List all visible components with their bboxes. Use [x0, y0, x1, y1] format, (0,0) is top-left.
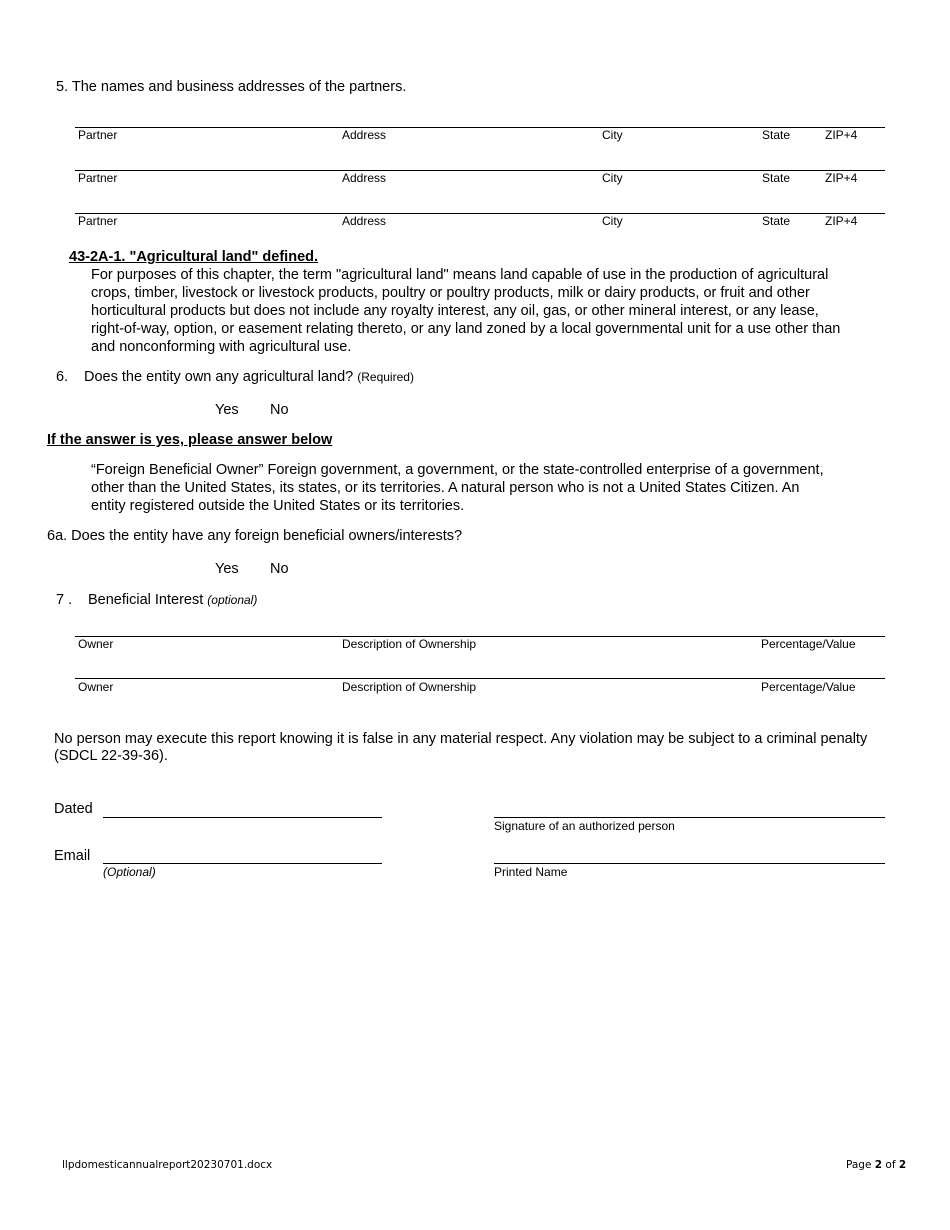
q6-yes-option[interactable]: Yes	[215, 402, 239, 418]
partner-label: Partner	[78, 214, 118, 228]
question-6	[84, 369, 414, 385]
partner-label: Partner	[78, 171, 118, 185]
question-7	[88, 592, 257, 608]
address-label: Address	[342, 128, 387, 142]
page-total: 2	[898, 1159, 907, 1171]
owner-row-line	[75, 678, 885, 679]
city-label: City	[602, 214, 623, 228]
page-current: 2	[874, 1159, 883, 1171]
state-label: State	[762, 171, 791, 185]
city-label: City	[602, 171, 623, 185]
q6-no-option[interactable]: No	[270, 402, 289, 418]
q6a-no-option[interactable]: No	[270, 561, 289, 577]
optional-note: (optional)	[207, 593, 258, 607]
required-note: (Required)	[357, 370, 414, 384]
question-6a: 6a. Does the entity have any foreign beneficial owners/interests?	[47, 528, 463, 544]
definition-heading: 43-2A-1. "Agricultural land" defined.	[69, 249, 319, 265]
zip-label: ZIP+4	[825, 214, 858, 228]
question-5: 5. The names and business addresses of the partners.	[56, 79, 407, 95]
page-prefix: Page	[846, 1159, 875, 1171]
state-label: State	[762, 214, 791, 228]
state-label: State	[762, 128, 791, 142]
foreign-owner-definition: “Foreign Beneficial Owner” Foreign government, a government, or the state-controlled enterprise of a government, other than the United States, its states, or its territories. A natural person who is not a United States Citizen. An entity registered outside the United States or its territories.	[91, 462, 824, 514]
penalty-notice: No person may execute this report knowing it is false in any material respect. Any violation may be subject to a criminal penalty (SDCL 22-39-36).	[54, 731, 868, 764]
percentage-label: Percentage/Value	[761, 680, 856, 694]
dated-label: Dated	[54, 801, 93, 817]
dated-field[interactable]	[103, 817, 382, 818]
page-of: of	[882, 1159, 899, 1171]
question-7-number: 7 .	[56, 592, 73, 608]
email-optional-note: (Optional)	[103, 865, 156, 879]
address-label: Address	[342, 214, 387, 228]
q6a-yes-option[interactable]: Yes	[215, 561, 239, 577]
zip-label: ZIP+4	[825, 128, 858, 142]
if-yes-heading: If the answer is yes, please answer below	[47, 432, 333, 448]
definition-body: For purposes of this chapter, the term "agricultural land" means land capable of use in the production of agricultural crops, timber, livestock or livestock products, poultry or poultry products, milk or dairy products, or fruit and other horticultural products but does not include any royalty interest, any oil, gas, or other mineral interest, or any lease, right-of-way, option, or easement relating thereto, or any land zoned by a local governmental unit for a use other than and nonconforming with agricultural use.	[91, 267, 841, 355]
printed-name-field[interactable]	[494, 863, 885, 864]
owner-label: Owner	[78, 637, 114, 651]
signature-label: Signature of an authorized person	[494, 819, 675, 833]
page-number	[846, 1159, 906, 1171]
question-7-text: Beneficial Interest	[88, 592, 204, 608]
percentage-label: Percentage/Value	[761, 637, 856, 651]
question-6-text: Does the entity own any agricultural land?	[84, 369, 354, 385]
email-field[interactable]	[103, 863, 382, 864]
zip-label: ZIP+4	[825, 171, 858, 185]
city-label: City	[602, 128, 623, 142]
signature-field[interactable]	[494, 817, 885, 818]
owner-label: Owner	[78, 680, 114, 694]
printed-name-label: Printed Name	[494, 865, 568, 879]
description-label: Description of Ownership	[342, 637, 477, 651]
question-6-number: 6.	[56, 369, 69, 385]
address-label: Address	[342, 171, 387, 185]
description-label: Description of Ownership	[342, 680, 477, 694]
footer-filename: llpdomesticannualreport20230701.docx	[62, 1159, 273, 1171]
email-label: Email	[54, 848, 91, 864]
partner-label: Partner	[78, 128, 118, 142]
